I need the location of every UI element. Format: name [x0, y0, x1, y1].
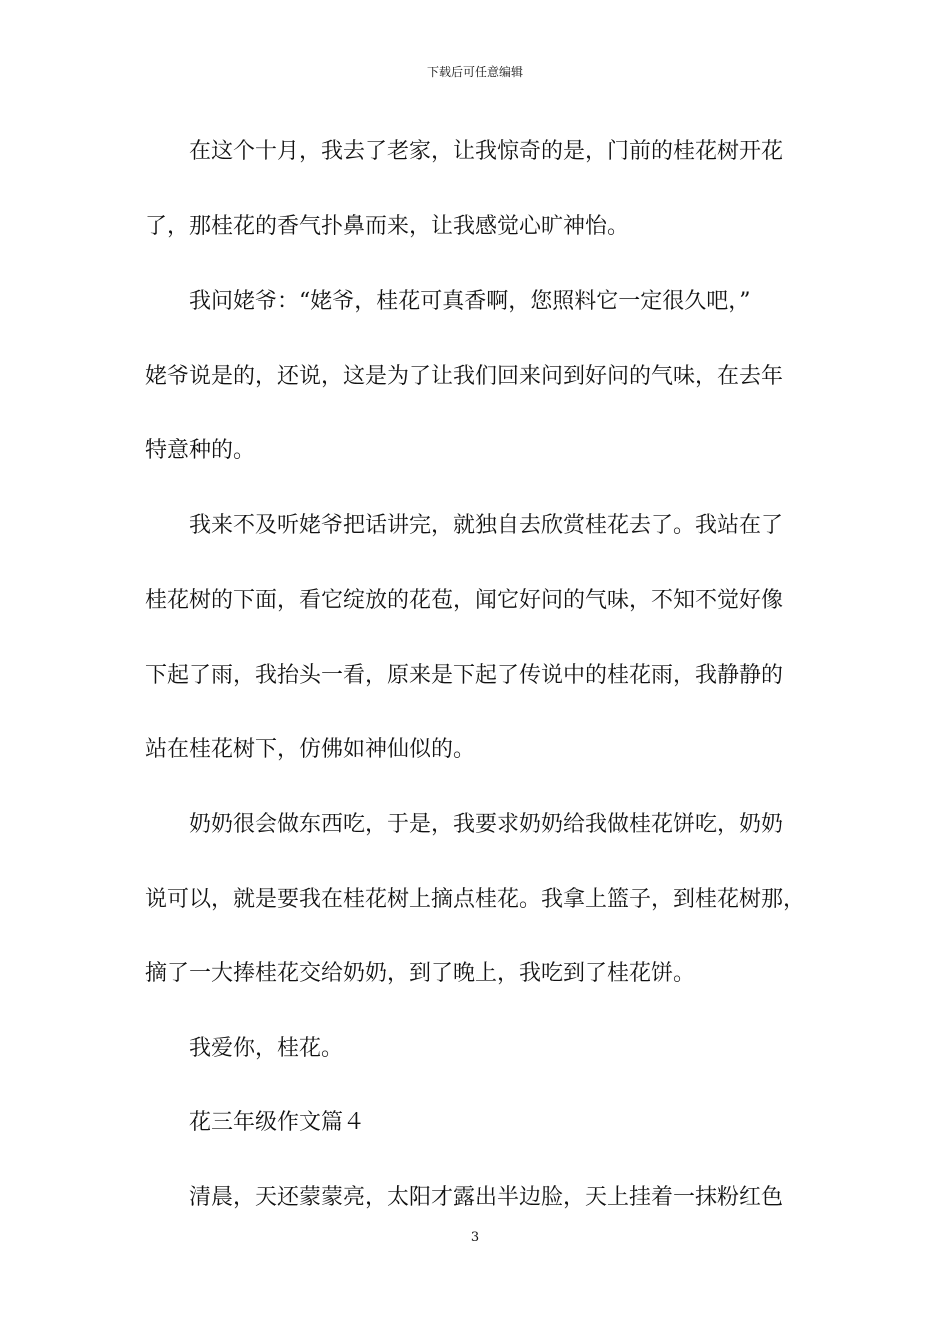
paragraph-line: 站在桂花树下，仿佛如神仙似的。	[145, 737, 476, 762]
paragraph-line: 摘了一大捧桂花交给奶奶，到了晚上，我吃到了桂花饼。	[145, 961, 696, 986]
paragraph-line: 在这个十月，我去了老家，让我惊奇的是，门前的桂花树开花	[189, 139, 784, 164]
section-heading: 花三年级作文篇４	[189, 1110, 366, 1135]
paragraph-line: 桂花树的下面，看它绽放的花苞，闻它好问的气味，不知不觉好像	[145, 588, 784, 613]
page-header: 下载后可任意编辑	[426, 65, 523, 79]
paragraph-line: 我问姥爷：“姥爷，桂花可真香啊，您照料它一定很久吧，”	[189, 289, 751, 314]
paragraph-line: 下起了雨，我抬头一看，原来是下起了传说中的桂花雨，我静静的	[145, 663, 784, 688]
page-number: 3	[470, 1230, 480, 1245]
paragraph-line: 我来不及听姥爷把话讲完，就独自去欣赏桂花去了。我站在了	[189, 513, 784, 538]
paragraph-line: 说可以，就是要我在桂花树上摘点桂花。我拿上篮子，到桂花树那，	[145, 887, 806, 912]
paragraph-line: 特意种的。	[145, 438, 256, 463]
paragraph-line: 奶奶很会做东西吃，于是，我要求奶奶给我做桂花饼吃，奶奶	[189, 812, 784, 837]
paragraph-line: 姥爷说是的，还说，这是为了让我们回来问到好问的气味，在去年	[145, 364, 784, 389]
paragraph-line: 清晨，天还蒙蒙亮，太阳才露出半边脸，天上挂着一抹粉红色	[189, 1185, 784, 1210]
paragraph-line: 我爱你，桂花。	[189, 1036, 344, 1061]
paragraph-line: 了，那桂花的香气扑鼻而来，让我感觉心旷神怡。	[145, 214, 630, 239]
